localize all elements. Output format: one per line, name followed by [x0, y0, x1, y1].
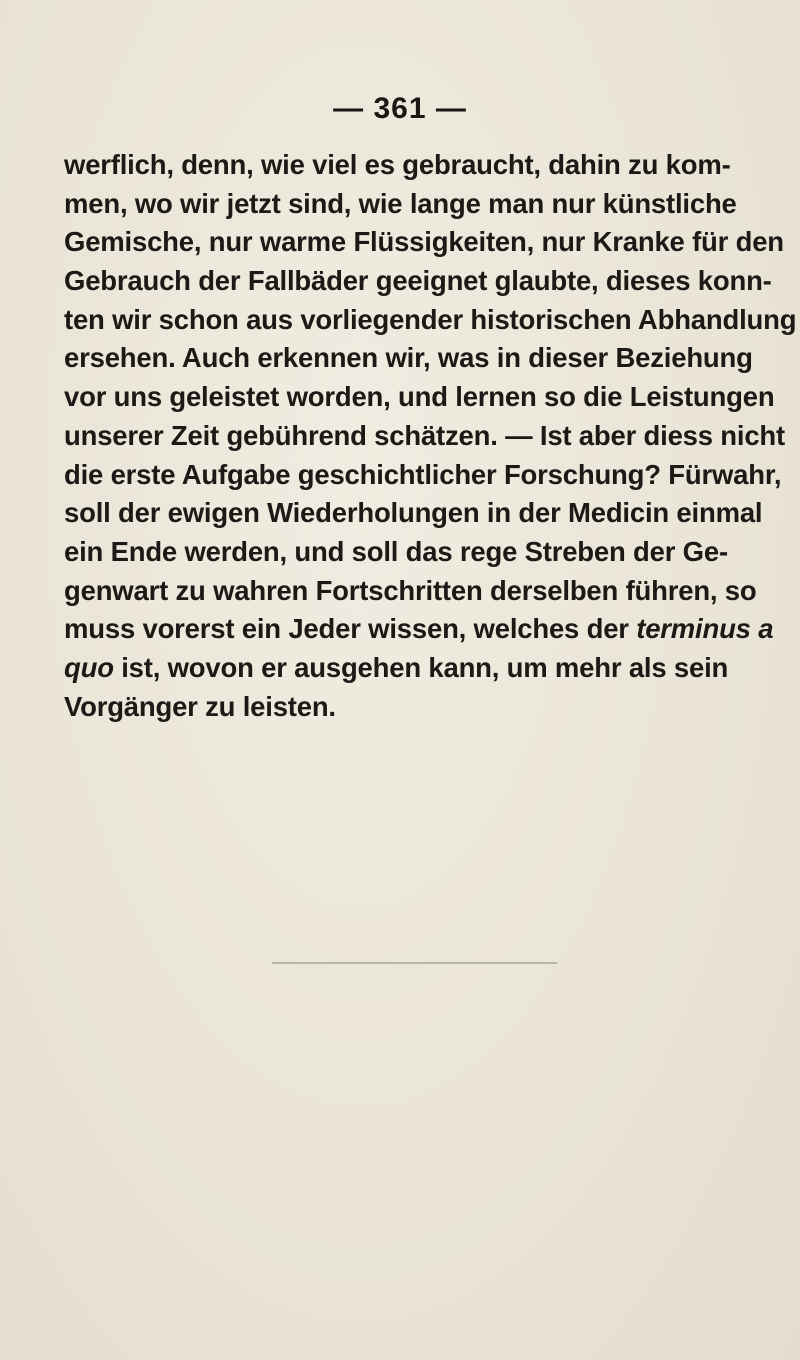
- body-text: [64, 146, 797, 726]
- text-fragment: muss vorerst ein Jeder wissen, welches der: [64, 613, 637, 645]
- text-line: ten wir schon aus vorliegender historischen Abhandlung: [64, 303, 797, 335]
- text-line-quo: [64, 649, 729, 688]
- text-line: ersehen. Auch erkennen wir, was in dieser Beziehung: [64, 342, 753, 374]
- text-line: die erste Aufgabe geschichtlicher Forschung? Fürwahr,: [64, 458, 782, 490]
- text-line: soll der ewigen Wiederholungen in der Medicin einmal: [64, 497, 763, 529]
- italic-term: terminus a: [636, 613, 774, 645]
- page-number: — 361 —: [333, 92, 467, 125]
- text-line: Gebrauch der Fallbäder geeignet glaubte, dieses konn-: [64, 265, 772, 297]
- text-line: Gemische, nur warme Flüssigkeiten, nur Kranke für den: [64, 226, 784, 258]
- italic-term: quo: [64, 651, 114, 683]
- text-line: werflich, denn, wie viel es gebraucht, dahin zu kom-: [64, 149, 731, 180]
- text-line: vor uns geleistet worden, und lernen so die Leistungen: [64, 381, 775, 413]
- text-line-terminus: [64, 610, 774, 649]
- text-fragment: ist, wovon er ausgehen kann, um mehr als sein: [113, 651, 729, 683]
- text-line-last: Vorgänger zu leisten.: [64, 690, 336, 722]
- text-line: men, wo wir jetzt sind, wie lange man nur künstliche: [64, 187, 737, 219]
- text-line: genwart zu wahren Fortschritten derselben führen, so: [64, 574, 757, 606]
- text-line: unserer Zeit gebührend schätzen. — Ist aber diess nicht: [64, 419, 785, 451]
- text-line: ein Ende werden, und soll das rege Streben der Ge-: [64, 535, 728, 567]
- show-through-rule: [272, 962, 557, 964]
